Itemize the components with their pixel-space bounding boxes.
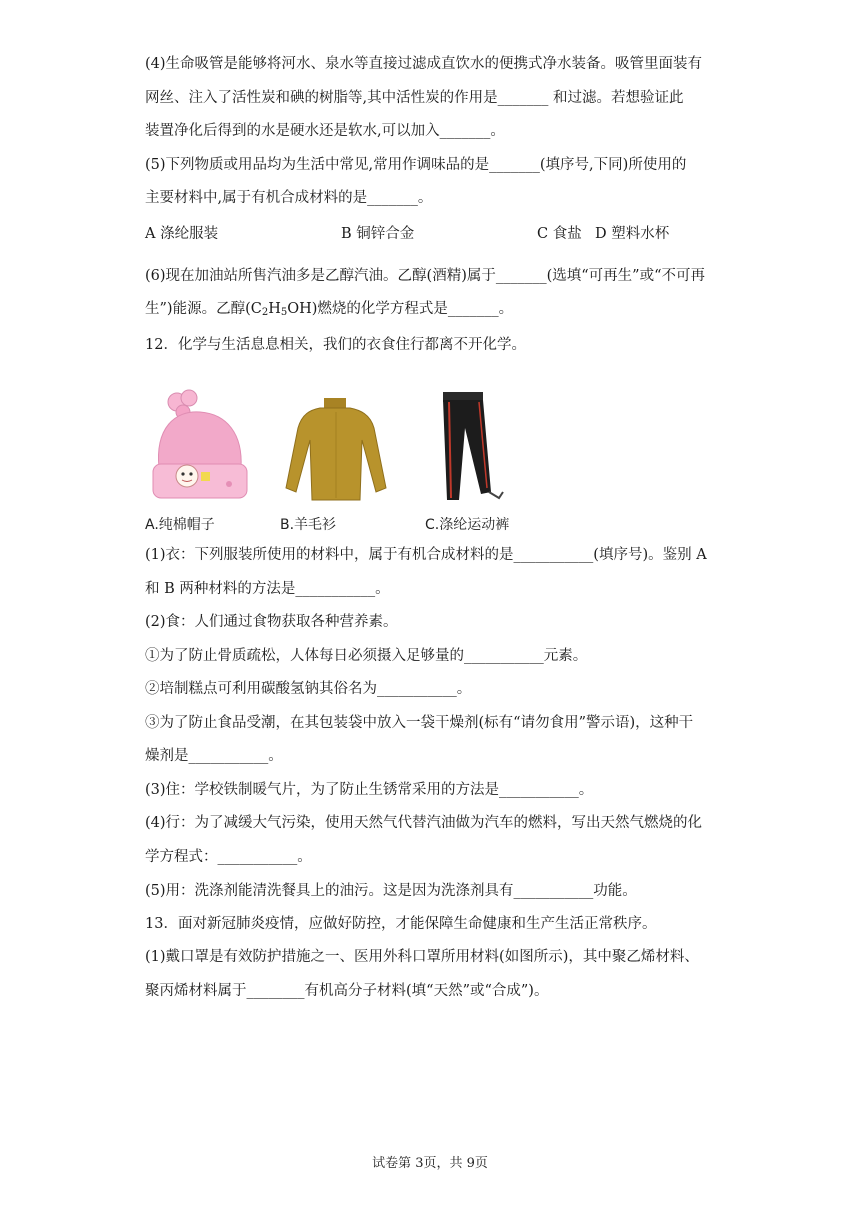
figure-a-caption: A.纯棉帽子 [145, 517, 215, 533]
q13-1-line-2: 聚丙烯材料属于________有机高分子材料(填“天然”或“合成”)。 [145, 983, 549, 999]
q5-line-1: (5)下列物质或用品均为生活中常见,常用作调味品的是_______(填序号,下同)所使用的 [145, 157, 687, 173]
q12-1-line-2: 和 B 两种材料的方法是___________。 [145, 581, 390, 597]
q12-3-line: (3)住：学校铁制暖气片，为了防止生锈常采用的方法是___________。 [145, 782, 594, 798]
cotton-hat-image [145, 388, 255, 513]
q12-5-line: (5)用：洗涤剂能清洗餐具上的油污。这是因为洗涤剂具有___________功能。 [145, 883, 637, 899]
q12-4-line-1: (4)行：为了减缓大气污染，使用天然气代替汽油做为汽车的燃料，写出天然气燃烧的化 [145, 815, 703, 831]
wool-sweater-image [280, 388, 390, 513]
q6-line-2-part-c: OH)燃烧的化学方程式是_______。 [287, 301, 514, 317]
q12-2-1-line: ①为了防止骨质疏松，人体每日必须摄入足够量的___________元素。 [145, 648, 588, 664]
figure-polyester-pants [425, 388, 545, 538]
q6-subscript-2: 2 [261, 307, 269, 318]
q5-options [145, 223, 725, 245]
figure-b-caption: B.羊毛衫 [280, 517, 337, 533]
q6-line-2-part-b: H [268, 301, 281, 317]
figure-cotton-hat [145, 388, 265, 538]
q12-title: 12．化学与生活息息相关，我们的衣食住行都离不开化学。 [145, 337, 526, 353]
q5-option-c: C 食盐 [537, 226, 582, 242]
figure-c-caption: C.涤纶运动裤 [425, 517, 510, 533]
figure-wool-sweater [280, 388, 400, 538]
q4-line-1: (4)生命吸管是能够将河水、泉水等直接过滤成直饮水的便携式净水装备。吸管里面装有 [145, 56, 703, 72]
q12-4-line-2: 学方程式：___________。 [145, 849, 312, 865]
q6-subscript-5: 5 [280, 307, 288, 318]
q13-1-line-1: (1)戴口罩是有效防护措施之一、医用外科口罩所用材料(如图所示)，其中聚乙烯材料、 [145, 949, 699, 965]
q12-1-line-1: (1)衣：下列服装所使用的材料中，属于有机合成材料的是___________(填序号)。鉴别 A [145, 547, 707, 563]
clothing-figures [145, 388, 545, 538]
q5-option-b: B 铜锌合金 [341, 226, 415, 242]
q12-2-2-line: ②培制糕点可利用碳酸氢钠其俗名为___________。 [145, 681, 472, 697]
polyester-pants-image [425, 388, 535, 513]
q5-option-a: A 涤纶服装 [145, 226, 219, 242]
q4-line-3: 装置净化后得到的水是硬水还是软水,可以加入_______。 [145, 123, 505, 139]
q6-line-1: (6)现在加油站所售汽油多是乙醇汽油。乙醇(酒精)属于_______(选填“可再生”或“不可再 [145, 268, 705, 284]
q12-2-line: (2)食：人们通过食物获取各种营养素。 [145, 614, 398, 630]
q13-title: 13．面对新冠肺炎疫情，应做好防控，才能保障生命健康和生产生活正常秩序。 [145, 916, 657, 932]
q5-option-d: D 塑料水杯 [595, 226, 670, 242]
q4-line-2: 网丝、注入了活性炭和碘的树脂等,其中活性炭的作用是_______ 和过滤。若想验证此 [145, 90, 684, 106]
q12-2-3-line-1: ③为了防止食品受潮，在其包装袋中放入一袋干燥剂(标有“请勿食用”警示语)，这种干 [145, 715, 694, 731]
page-footer: 试卷第 3页，共 9页 [372, 1156, 488, 1171]
q5-line-2: 主要材料中,属于有机合成材料的是_______。 [145, 190, 433, 206]
q6-line-2 [145, 298, 725, 324]
q6-line-2-part-a: 生”)能源。乙醇(C [145, 301, 262, 317]
q12-2-3-line-2: 燥剂是___________。 [145, 748, 283, 764]
